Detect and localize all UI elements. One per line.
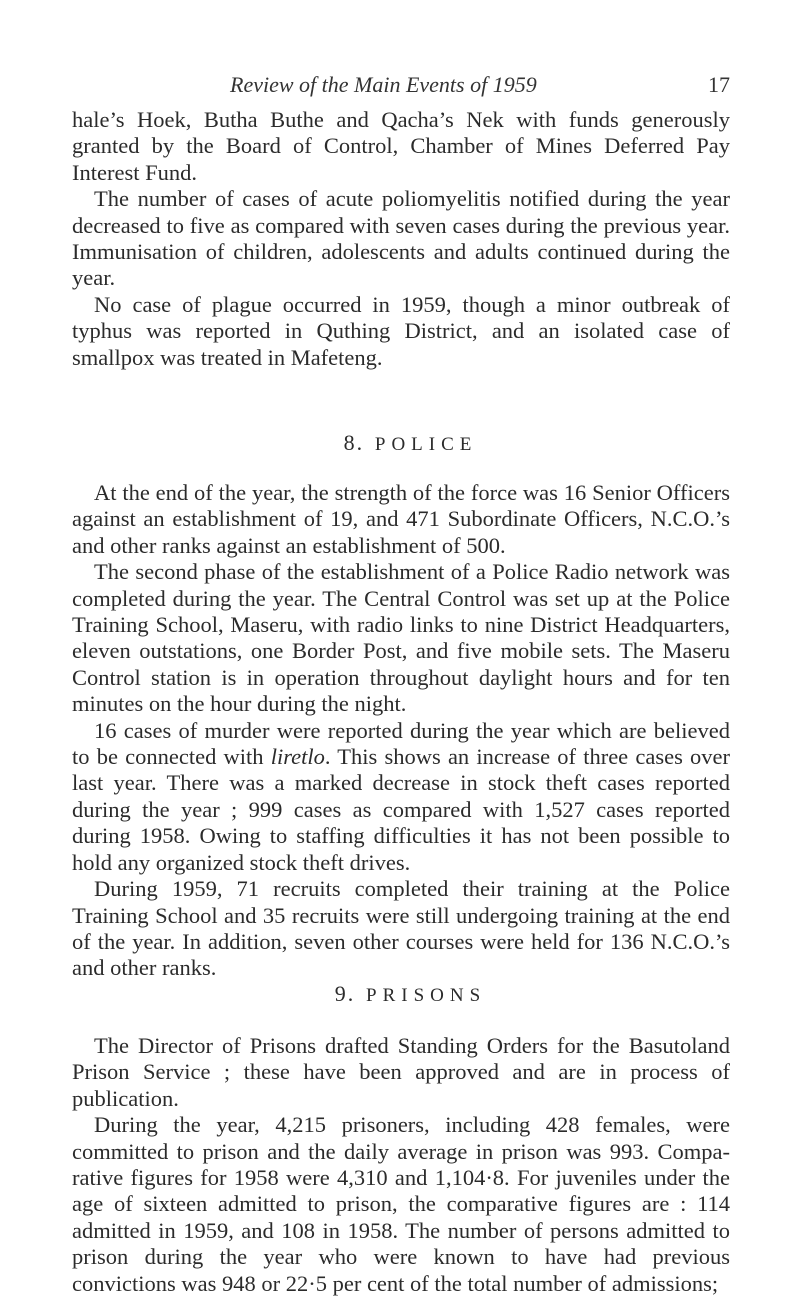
section-heading-police xyxy=(0,430,801,456)
paragraph: During 1959, 71 recruits completed their training at the Police Training School and 35 recruits were still undergoing training at the end of the year. In addition, seven other courses were held for 136 N.C.O.’s and other ranks. xyxy=(72,876,730,981)
section-number: 8. xyxy=(343,430,365,455)
paragraph: At the end of the year, the strength of the force was 16 Senior Officers against an establishment of 19, and 471 Subordinate Officers, N.C.O.’s and other ranks against an establishment of 500. xyxy=(72,480,730,558)
section-heading-prisons xyxy=(0,981,801,1007)
page-number: 17 xyxy=(708,72,730,97)
paragraph-text: . This shows an increase of three cases over last year. There was a marked decrease in stock theft cases reported during the year ; 999 cases as compared with 1,527 cases reported during 1958. Owing to staffing difficulties it has not been possible to hold any organized stock theft drives. xyxy=(72,744,731,875)
paragraph-text: 16 cases of murder were reported during the year which are believed to be connected with xyxy=(72,717,730,770)
running-head xyxy=(230,72,730,98)
paragraph: During the year, 4,215 prisoners, including 428 females, were committed to prison and the daily average in prison was 993. Comparative figures for 1958 were 4,310 and 1,104·8. For juveniles under the age of sixteen admitted to prison, the comparative figures are : 114 admitted in 1959, and 108 in 1958. The number of persons admitted to prison during the year who were known to have had previous convictions was 948 or 22·5 per cent of the total number of admissions; xyxy=(72,1112,730,1296)
police-section xyxy=(72,480,730,982)
running-head-title: Review of the Main Events of 1959 xyxy=(230,72,537,97)
paragraph: The second phase of the establishment of a Police Radio network was completed during the year. The Central Control was set up at the Police Training School, Maseru, with radio links to nine District Headquarters, eleven outstations, one Border Post, and five mobile sets. The Maseru Control station is in operation throughout daylight hours and for ten minutes on the hour during the night. xyxy=(72,559,730,717)
section-number: 9. xyxy=(334,981,356,1006)
paragraph: The number of cases of acute poliomyelitis notified during the year decreased to five as compared with seven cases during the previous year. Immunisation of children, adolescents and adults continued during the year. xyxy=(72,186,730,291)
paragraph: The Director of Prisons drafted Standing Orders for the Basutoland Prison Service ; these have been approved and are in process of publication. xyxy=(72,1033,730,1111)
paragraph xyxy=(72,718,730,876)
paragraph: hale’s Hoek, Butha Buthe and Qacha’s Nek with funds generously granted by the Board of Control, Chamber of Mines Deferred Pay Interest Fund. xyxy=(72,107,730,185)
italic-term: liretlo xyxy=(270,744,325,770)
section-title: PRISONS xyxy=(366,985,487,1006)
section-title: POLICE xyxy=(374,434,478,455)
prisons-section xyxy=(72,1033,730,1297)
paragraph: No case of plague occurred in 1959, though a minor outbreak of typhus was reported in Quthing District, and an isolated case of smallpox was treated in Mafeteng. xyxy=(72,291,730,370)
intro-section xyxy=(72,107,730,371)
